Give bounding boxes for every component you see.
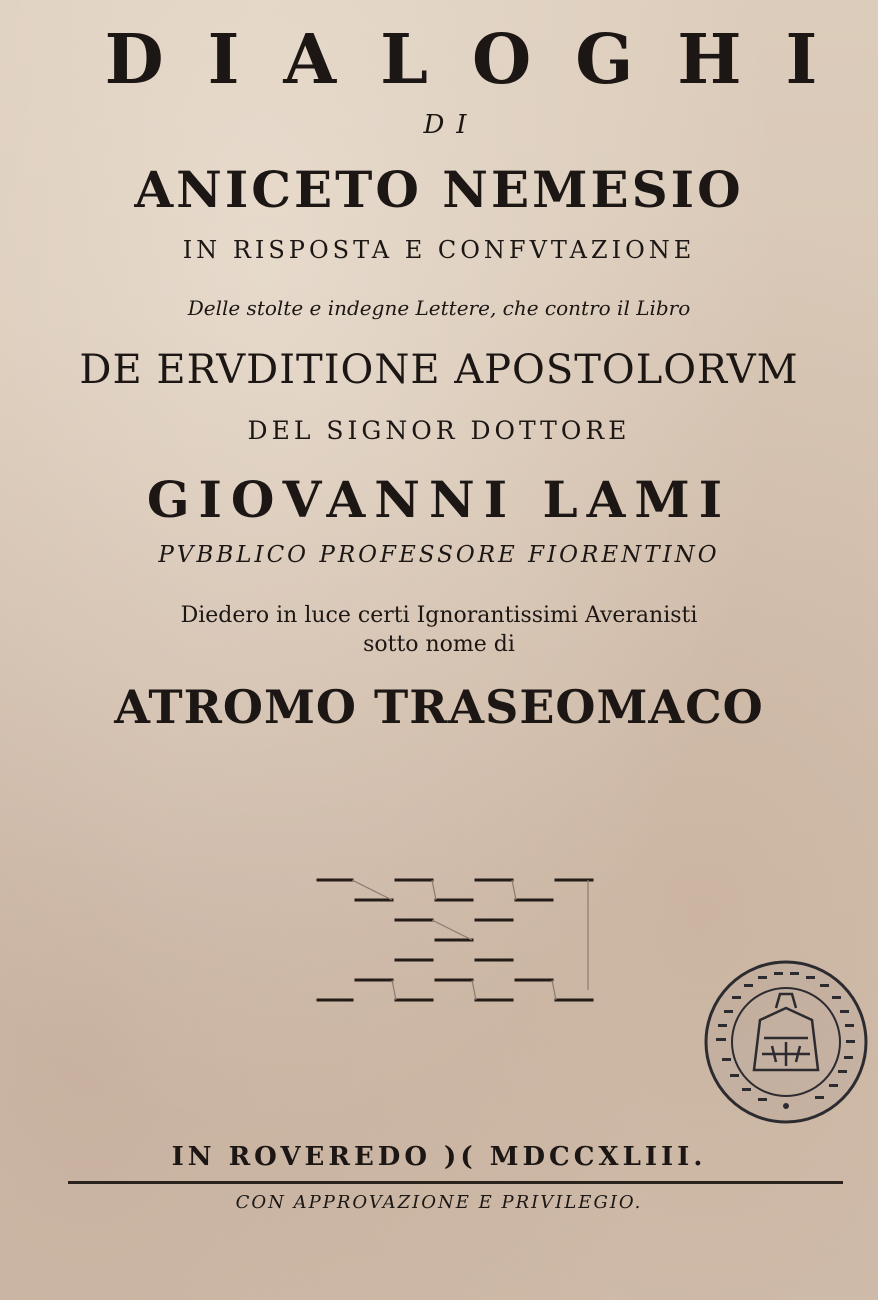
library-stamp-icon xyxy=(702,958,870,1126)
diedero-line: Diedero in luce certi Ignorantissimi Averanisti xyxy=(180,603,698,628)
imprint-rule xyxy=(68,1181,843,1184)
imprint-place-date: IN ROVEREDO )( MDCCXLIII. xyxy=(171,1142,707,1172)
title-di: DI xyxy=(423,110,479,140)
book-title: DE ERVDITIONE APOSTOLORVM xyxy=(79,347,799,393)
giovanni-lami: GIOVANNI LAMI xyxy=(146,470,732,529)
professor-title: PVBBLICO PROFESSORE FIORENTINO xyxy=(158,542,720,568)
signor-dottore: DEL SIGNOR DOTTORE xyxy=(247,416,631,445)
privilege-line: CON APPROVAZIONE E PRIVILEGIO. xyxy=(235,1192,643,1213)
title-dialoghi: DIALOGHI xyxy=(104,20,862,100)
sotto-nome-line: sotto nome di xyxy=(363,632,515,657)
author-name: ANICETO NEMESIO xyxy=(134,160,744,219)
subtitle-risposta: IN RISPOSTA E CONFVTAZIONE xyxy=(182,236,696,264)
subtitle-lettere: Delle stolte e indegne Lettere, che contro il Libro xyxy=(187,296,691,320)
pseudonym: ATROMO TRASEOMACO xyxy=(114,680,764,734)
